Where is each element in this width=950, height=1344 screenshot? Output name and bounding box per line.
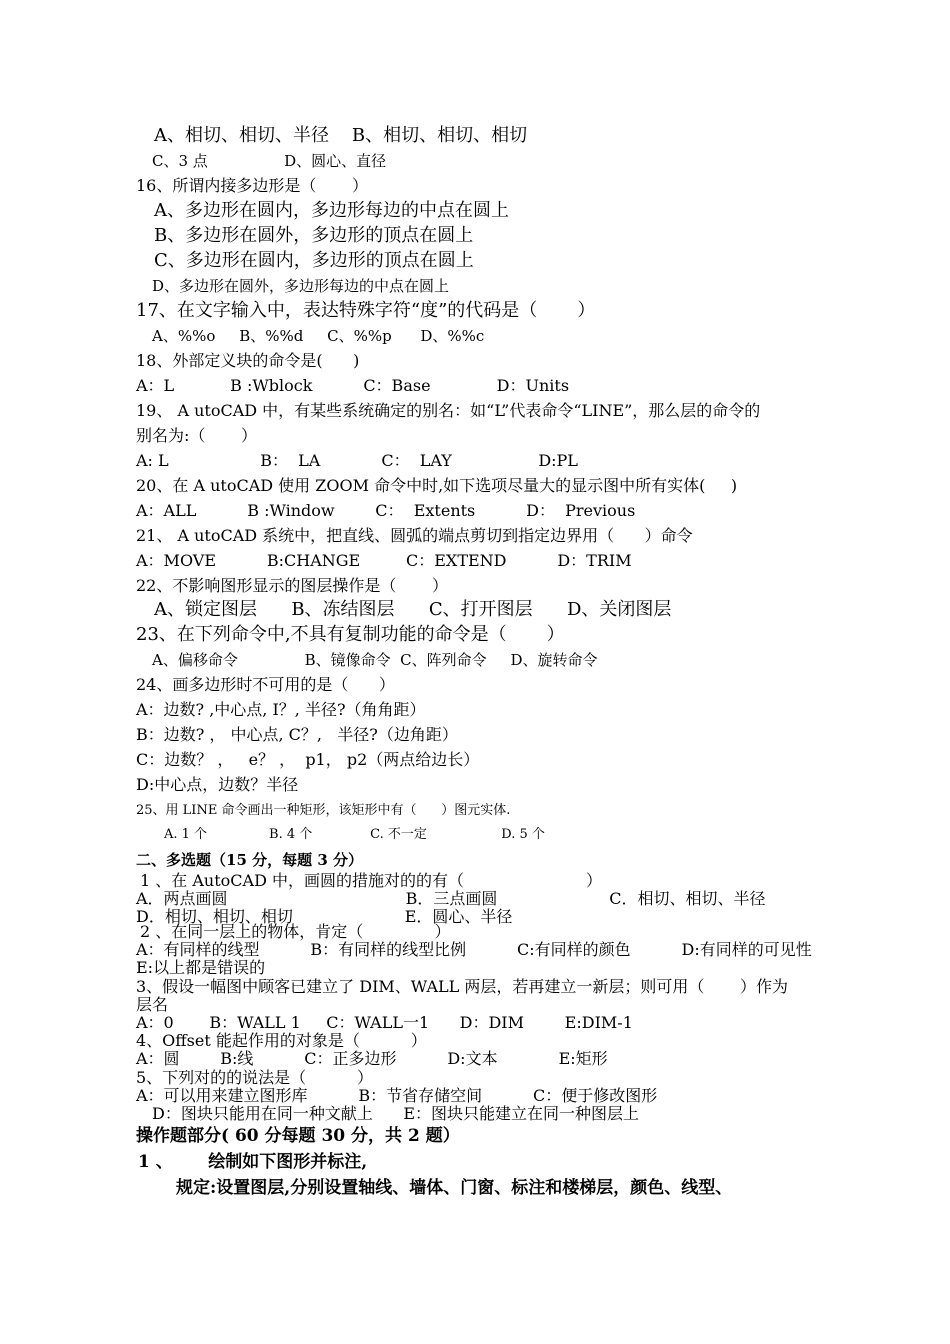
q19-options: A: L B： LA C： LAY D:PL <box>136 451 578 470</box>
mc5-question: 5、下列对的的说法是（ ） <box>136 1068 374 1087</box>
mc1-question: 1 、在 AutoCAD 中，画圆的措施对的的有（ ） <box>140 871 603 890</box>
q24-option-c: C：边数？ ， e？ ， p1， p2（两点给边长） <box>136 750 480 769</box>
mc3-question: 3、假设一幅图中顾客已建立了 DIM、WALL 两层，若再建立一新层；则可用（ ）作为 <box>136 977 788 996</box>
q23-options: A、偏移命令 B、镜像命令 C、阵列命令 D、旋转命令 <box>152 651 598 669</box>
section-multiple-choice-heading: 二、多选题（15 分，每题 3 分） <box>136 851 363 869</box>
operation-task-1: 1 、 绘制如下图形并标注, <box>138 1152 368 1172</box>
mc5-options-abc: A：可以用来建立图形库 B：节省存储空间 C：便于修改图形 <box>136 1086 658 1105</box>
q24-option-d: D:中心点，边数？半径 <box>136 775 299 794</box>
mc3-options: A：0 B：WALL 1 C：WALL一1 D：DIM E:DIM-1 <box>136 1013 633 1032</box>
q18-question: 18、外部定义块的命令是( ) <box>136 351 360 370</box>
q24-option-a: A：边数? ,中心点, I？, 半径?（角角距） <box>136 700 426 719</box>
q16-question: 16、所谓内接多边形是（ ） <box>136 176 368 195</box>
mc1-options-de: D．相切、相切、相切 E．圆心、半径 <box>136 907 513 926</box>
q25-question: 25、用 LINE 命令画出一种矩形，该矩形中有（ ）图元实体. <box>136 803 511 818</box>
mc1-options-abc: A．两点画圆 B．三点画圆 C．相切、相切、半径 <box>136 889 766 908</box>
q20-options: A：ALL B :Window C： Extents D： Previous <box>136 501 636 520</box>
q22-options: A、锁定图层 B、冻结图层 C、打开图层 D、关闭图层 <box>154 599 672 620</box>
mc2-options-abcd: A：有同样的线型 B：有同样的线型比例 C:有同样的颜色 D:有同样的可见性 <box>136 940 812 959</box>
q19-question: 19、 A utoCAD 中，有某些系统确定的别名：如“L”代表命令“LINE”，那么层的命令的 <box>136 401 761 420</box>
q21-options: A：MOVE B:CHANGE C：EXTEND D：TRIM <box>136 551 632 570</box>
q15-options-ab: A、相切、相切、半径 B、相切、相切、相切 <box>154 125 528 146</box>
q18-options: A：L B :Wblock C：Base D：Units <box>136 376 570 395</box>
mc3-question-cont: 层名 <box>136 995 169 1014</box>
q16-option-c: C、多边形在圆内，多边形的顶点在圆上 <box>154 250 474 271</box>
mc2-question: 2 、在同一层上的物体，肯定（ ） <box>140 922 451 941</box>
operation-task-1-requirements: 规定:设置图层,分别设置轴线、墙体、门窗、标注和楼梯层，颜色、线型、 <box>176 1178 733 1198</box>
q20-question: 20、在 A utoCAD 使用 ZOOM 命令中时,如下选项尽量大的显示图中所有实体( ) <box>136 476 738 495</box>
q16-option-d: D、多边形在圆外，多边形每边的中点在圆上 <box>152 277 450 295</box>
q16-option-b: B、多边形在圆外，多边形的顶点在圆上 <box>154 225 474 246</box>
q21-question: 21、 A utoCAD 系统中，把直线、圆弧的端点剪切到指定边界用（ ）命令 <box>136 526 693 545</box>
q17-options: A、%%o B、%%d C、%%p D、%%c <box>152 327 485 345</box>
q23-question: 23、在下列命令中,不具有复制功能的命令是（ ） <box>136 624 565 645</box>
q15-options-cd: C、3 点 D、圆心、直径 <box>152 152 387 170</box>
mc4-question: 4、Offset 能起作用的对象是（ ） <box>136 1031 427 1050</box>
q19-question-cont: 别名为:（ ） <box>136 426 257 445</box>
q16-option-a: A、多边形在圆内，多边形每边的中点在圆上 <box>154 200 509 221</box>
mc2-option-e: E:以上都是错误的 <box>136 958 266 977</box>
mc4-options: A：圆 B:线 C：正多边形 D:文本 E:矩形 <box>136 1049 608 1068</box>
q24-option-b: B：边数? ， 中心点, C？, 半径?（边角距） <box>136 725 458 744</box>
section-operation-heading: 操作题部分( 60 分每题 30 分，共 2 题） <box>136 1126 460 1146</box>
q24-question: 24、画多边形时不可用的是（ ） <box>136 675 395 694</box>
q25-options: A. 1 个 B. 4 个 C. 不一定 D. 5 个 <box>164 827 545 842</box>
q17-question: 17、在文字输入中，表达特殊字符“度”的代码是（ ） <box>136 300 596 321</box>
q22-question: 22、不影响图形显示的图层操作是（ ） <box>136 576 448 595</box>
mc5-options-de: D：图块只能用在同一种文献上 E：图块只能建立在同一种图层上 <box>152 1104 640 1123</box>
